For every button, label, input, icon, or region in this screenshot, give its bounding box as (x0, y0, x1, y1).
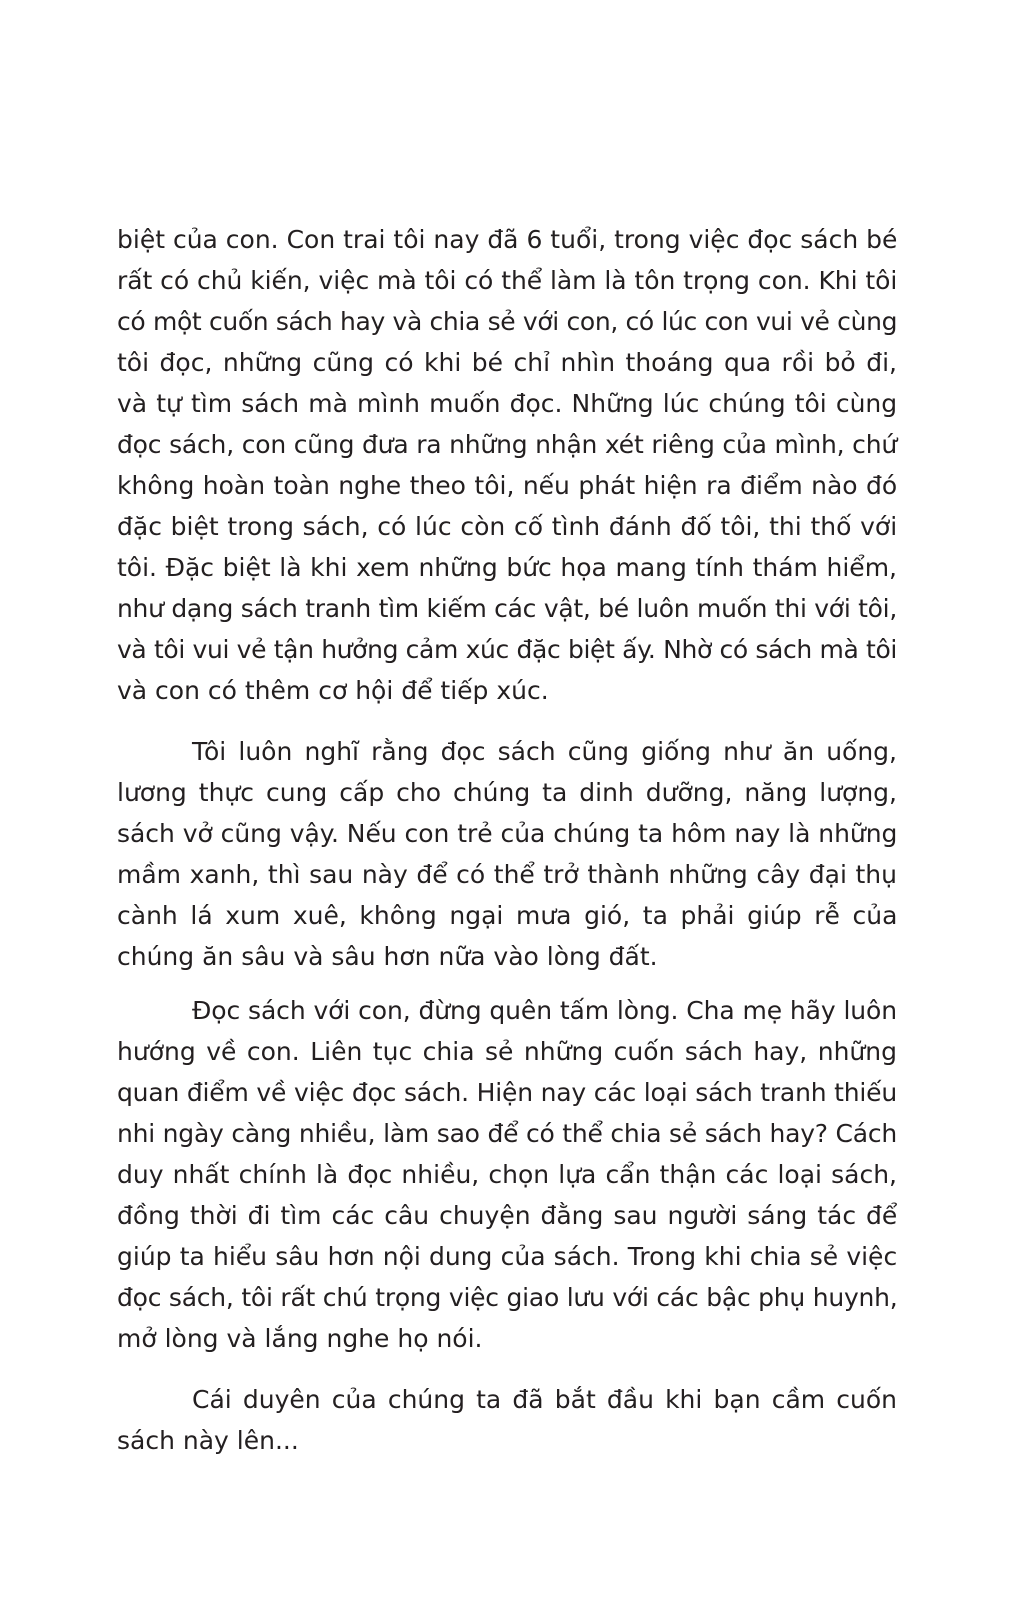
text-line: duy nhất chính là đọc nhiều, chọn lựa cẩn thận các loại sách, (117, 1160, 897, 1189)
paragraph-2 (117, 731, 897, 977)
text-line: sách vở cũng vậy. Nếu con trẻ của chúng ta hôm nay là những (117, 819, 898, 848)
text-line: mở lòng và lắng nghe họ nói. (117, 1324, 483, 1353)
text-line: như dạng sách tranh tìm kiếm các vật, bé luôn muốn thi với tôi, (117, 594, 897, 623)
text-line: lương thực cung cấp cho chúng ta dinh dưỡng, năng lượng, (117, 778, 897, 807)
text-line: giúp ta hiểu sâu hơn nội dung của sách. Trong khi chia sẻ việc (117, 1242, 898, 1271)
paragraph-1 (117, 219, 897, 711)
text-line: mầm xanh, thì sau này để có thể trở thành những cây đại thụ (117, 860, 897, 889)
text-line: đọc sách, con cũng đưa ra những nhận xét riêng của mình, chứ (117, 430, 897, 459)
text-line: biệt của con. Con trai tôi nay đã 6 tuổi, trong việc đọc sách bé (117, 225, 898, 254)
text-line: Đọc sách với con, đừng quên tấm lòng. Cha mẹ hãy luôn (192, 996, 897, 1025)
text-line: rất có chủ kiến, việc mà tôi có thể làm là tôn trọng con. Khi tôi (117, 266, 898, 295)
paragraph-3 (117, 990, 897, 1359)
text-line: Cái duyên của chúng ta đã bắt đầu khi bạn cầm cuốn (192, 1385, 897, 1414)
text-line: và con có thêm cơ hội để tiếp xúc. (117, 676, 549, 705)
paragraph-4 (117, 1379, 897, 1461)
text-line: tôi. Đặc biệt là khi xem những bức họa mang tính thám hiểm, (117, 553, 897, 582)
text-line: tôi đọc, những cũng có khi bé chỉ nhìn thoáng qua rồi bỏ đi, (117, 348, 897, 377)
text-line: chúng ăn sâu và sâu hơn nữa vào lòng đất. (117, 942, 658, 971)
text-line: không hoàn toàn nghe theo tôi, nếu phát hiện ra điểm nào đó (117, 471, 898, 500)
text-line: đồng thời đi tìm các câu chuyện đằng sau người sáng tác để (117, 1201, 898, 1230)
text-line: có một cuốn sách hay và chia sẻ với con, có lúc con vui vẻ cùng (117, 307, 898, 336)
text-line: hướng về con. Liên tục chia sẻ những cuốn sách hay, những (117, 1037, 897, 1066)
text-line: quan điểm về việc đọc sách. Hiện nay các loại sách tranh thiếu (117, 1078, 897, 1107)
text-line: và tự tìm sách mà mình muốn đọc. Những lúc chúng tôi cùng (117, 389, 898, 418)
text-line: nhi ngày càng nhiều, làm sao để có thể chia sẻ sách hay? Cách (117, 1119, 897, 1148)
text-line: đọc sách, tôi rất chú trọng việc giao lưu với các bậc phụ huynh, (117, 1283, 898, 1312)
text-line: Tôi luôn nghĩ rằng đọc sách cũng giống như ăn uống, (192, 737, 897, 766)
text-line: cành lá xum xuê, không ngại mưa gió, ta phải giúp rễ của (117, 901, 898, 930)
text-line: đặc biệt trong sách, có lúc còn cố tình đánh đố tôi, thi thố với (117, 512, 898, 541)
text-line: sách này lên... (117, 1426, 299, 1455)
text-line: và tôi vui vẻ tận hưởng cảm xúc đặc biệt ấy. Nhờ có sách mà tôi (117, 635, 897, 664)
